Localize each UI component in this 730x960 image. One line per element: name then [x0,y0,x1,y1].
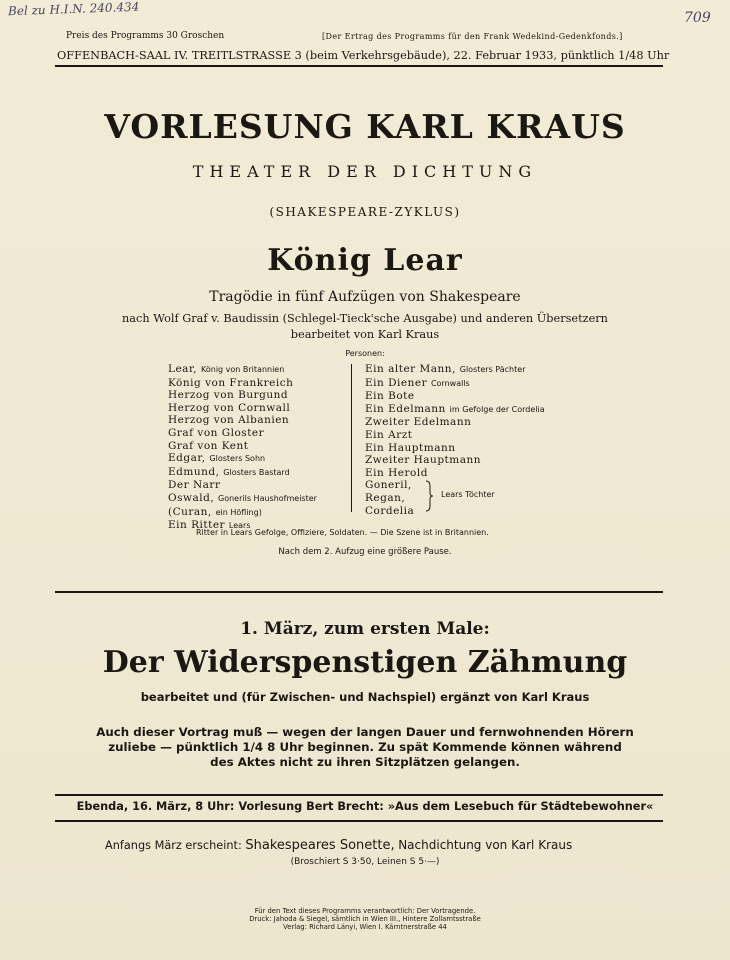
cast-member [365,429,545,442]
sonnets-line [105,838,572,853]
sonnets-suffix: Nachdichtung von Karl Kraus [398,838,573,852]
translation-line-1: nach Wolf Graf v. Baudissin (Schlegel-Tieck'sche Ausgabe) und anderen Übersetzern [122,312,608,325]
section-rule [55,591,663,593]
cast-member [365,454,545,467]
cast-name: Ein Ritter [168,519,226,532]
cast-member [168,506,317,520]
cast-member [168,363,317,377]
cast-name: Ein Bote [365,390,415,403]
cast-member [168,479,317,492]
cast-name: Ein Herold [365,466,428,479]
cast-name: Ein Diener [365,376,428,389]
cast-member [168,414,317,427]
cast-member [168,377,317,390]
imprint-line-3: Verlag: Richard Lányi, Wien I. Kärntnerstraße 44 [283,923,447,931]
sonnets-title: Shakespeares Sonette, [245,838,395,853]
imprint-line-1: Für den Text dieses Programms verantwortlich: Der Vortragende. [254,907,476,915]
brecht-rule-top [55,794,663,796]
cast-member [168,389,317,402]
cast-member [365,505,545,518]
cast-name: König von Frankreich [168,376,294,389]
cast-name: Graf von Gloster [168,426,265,439]
cast-member [365,467,545,480]
cast-note: Gonerils Haushofmeister [218,493,317,503]
play-title: König Lear [267,243,463,278]
cast-name: Edmund, [168,465,220,478]
cast-footer: Ritter in Lears Gefolge, Offiziere, Soldaten. — Die Szene ist in Britannien. [196,528,489,537]
next-title: Der Widerspenstigen Zähmung [102,645,628,680]
handwritten-archive-ref: Bel zu H.I.N. 240.434 [7,0,140,19]
cast-name: Ein Arzt [365,428,413,441]
cast-member [365,390,545,403]
cast-name: Graf von Kent [168,439,249,452]
cast-name: Ein Hauptmann [365,441,456,454]
cast-name: Edgar, [168,452,206,465]
cast-name: (Curan, [168,505,212,518]
cast-member [168,427,317,440]
cast-member [168,492,317,506]
cast-name: Oswald, [168,491,215,504]
brecht-announcement: Ebenda, 16. März, 8 Uhr: Vorlesung Bert Brecht: »Aus dem Lesebuch für Städtebewohner« [76,800,654,813]
cast-name: Ein alter Mann, [365,363,456,375]
cast-name: Herzog von Burgund [168,389,289,402]
brecht-rule-bottom [55,820,663,822]
cast-name: Herzog von Cornwall [168,401,291,414]
cast-member [365,377,545,391]
cast-note: ein Höfling) [215,507,262,517]
handwritten-page-number: 709 [684,10,711,26]
cast-name: Cordelia [365,504,415,517]
venue-line: OFFENBACH-SAAL IV. TREITLSTRASSE 3 (beim Verkehrsgebäude), 22. Februar 1933, pünktlich 1/48 Uhr [57,49,670,62]
cast-name: Goneril, [365,479,412,492]
late-notice-line-2: zuliebe — pünktlich 1/4 8 Uhr beginnen. Zu spät Kommende können während [108,740,622,754]
cast-name: Regan, [365,491,406,504]
cast-note: Glosters Pächter [459,365,526,374]
cast-list-left [168,363,317,533]
cast-divider [351,364,352,512]
imprint [0,907,730,931]
page-title: VORLESUNG KARL KRAUS [104,107,626,146]
cycle-label: (SHAKESPEARE-ZYKLUS) [269,205,461,219]
cast-note: Lears [228,521,251,531]
cast-name: Lear, [168,363,198,375]
header-rule [55,65,663,67]
next-date: 1. März, zum ersten Male: [240,619,490,639]
cast-name: Zweiter Hauptmann [365,454,482,467]
cast-member [365,403,545,417]
cast-member [168,402,317,415]
cast-name: Ein Edelmann [365,402,446,415]
play-subtitle: Tragödie in fünf Aufzügen von Shakespeare [209,289,521,305]
cast-member [365,363,545,377]
cast-name: Herzog von Albanien [168,414,290,427]
sonnets-price: (Broschiert S 3·50, Leinen S 5·—) [290,857,440,867]
daughters-note: Lears Töchter [441,490,495,499]
cast-member [365,442,545,455]
late-notice-line-3: des Aktes nicht zu ihren Sitzplätzen gelangen. [210,755,520,769]
cast-note: im Gefolge der Cordelia [449,404,545,414]
cast-member [365,416,545,429]
cast-member [168,452,317,466]
cast-note: Glosters Sohn [209,454,266,464]
personen-label: Personen: [345,349,385,358]
imprint-line-2: Druck: Jahoda & Siegel, sämtlich in Wien III., Hintere Zollamtsstraße [249,915,481,923]
daughters-brace [424,480,434,512]
cast-note: Cornwalls [430,378,470,388]
translation-line-2: bearbeitet von Karl Kraus [290,328,440,341]
sonnets-prefix: Anfangs März erscheint: [105,839,242,852]
late-notice [0,725,730,770]
price-note: Preis des Programms 30 Groschen [66,31,225,41]
subtitle: THEATER DER DICHTUNG [192,162,538,181]
cast-name: Zweiter Edelmann [365,416,472,429]
cast-note: Glosters Bastard [223,467,290,477]
cast-name: Der Narr [168,479,221,492]
cast-member [168,440,317,453]
cast-note: König von Britannien [201,365,285,374]
next-subtitle: bearbeitet und (für Zwischen- und Nachspiel) ergänzt von Karl Kraus [140,690,590,704]
late-notice-line-1: Auch dieser Vortrag muß — wegen der langen Dauer und fernwohnenden Hörern [96,725,634,739]
proceeds-note: [Der Ertrag des Programms für den Frank Wedekind-Gedenkfonds.] [322,32,623,41]
pause-note: Nach dem 2. Aufzug eine größere Pause. [278,547,452,557]
cast-member [168,466,317,480]
